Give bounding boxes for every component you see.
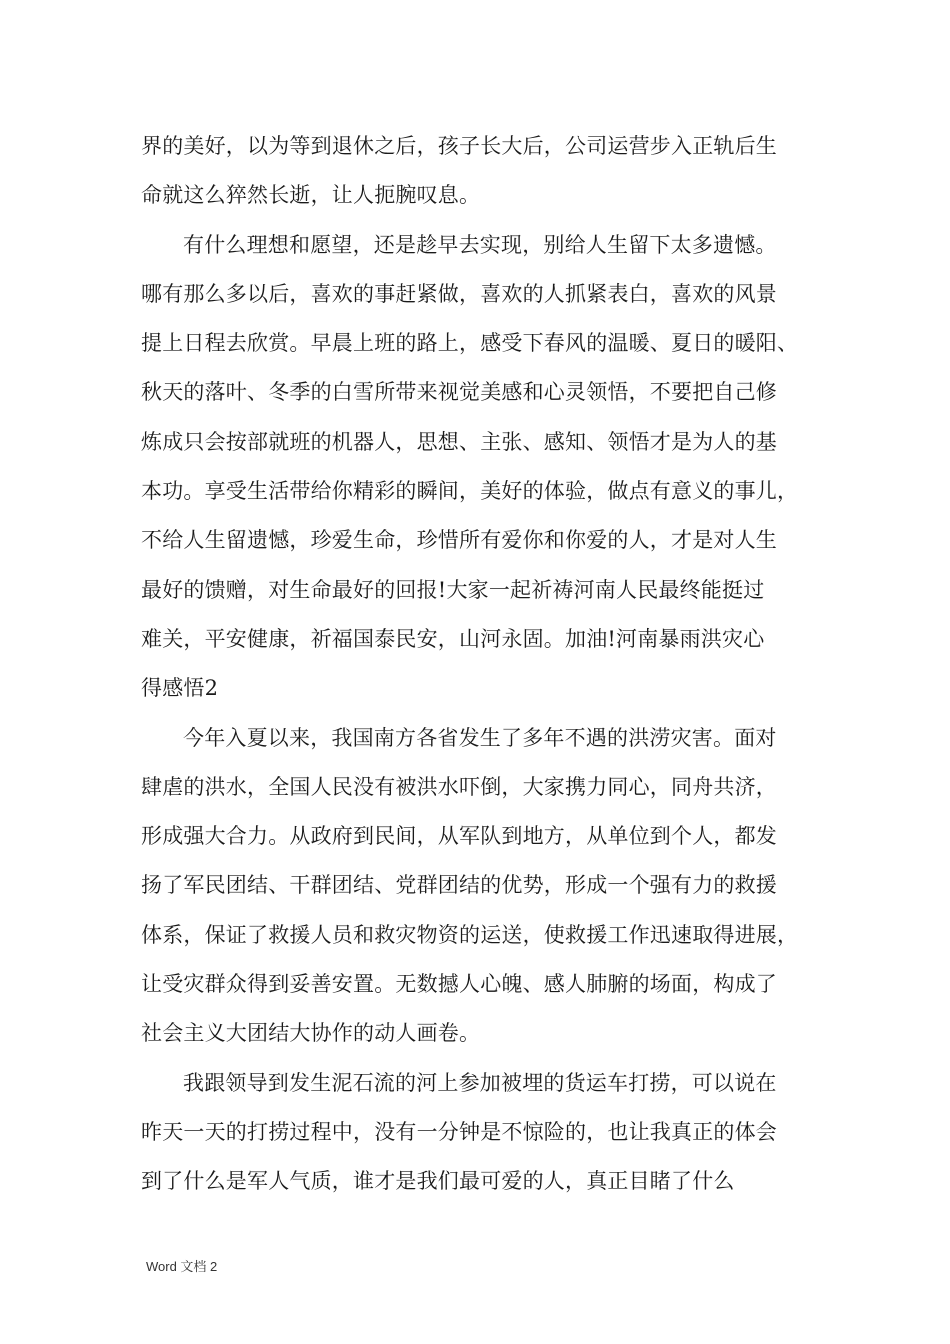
text-line: 社会主义大团结大协作的动人画卷。 [141, 1021, 481, 1046]
text-line: 我跟领导到发生泥石流的河上参加被埋的货运车打捞，可以说在 [183, 1070, 777, 1095]
text-line: 得感悟2 [141, 676, 219, 701]
text-line: 最好的馈赠，对生命最好的回报!大家一起祈祷河南人民最终能挺过 [141, 577, 765, 602]
text-line: 命就这么猝然长逝，让人扼腕叹息。 [141, 183, 481, 208]
text-line: 今年入夏以来，我国南方各省发生了多年不遇的洪涝灾害。面对 [183, 725, 777, 750]
text-line: 到了什么是军人气质，谁才是我们最可爱的人，真正目睹了什么 [141, 1169, 735, 1194]
text-line: 有什么理想和愿望，还是趁早去实现，别给人生留下太多遗憾。 [183, 232, 777, 257]
text-line: 炼成只会按部就班的机器人，思想、主张、感知、领悟才是为人的基 [141, 429, 777, 454]
text-line: 提上日程去欣赏。早晨上班的路上，感受下春风的温暖、夏日的暖阳、 [141, 331, 799, 356]
document-body [141, 122, 831, 1207]
text-line: 本功。享受生活带给你精彩的瞬间，美好的体验，做点有意义的事儿， [141, 479, 799, 504]
text-line: 让受灾群众得到妥善安置。无数撼人心魄、感人肺腑的场面，构成了 [141, 972, 777, 997]
text-line: 扬了军民团结、干群团结、党群团结的优势，形成一个强有力的救援 [141, 873, 777, 898]
text-line: 形成强大合力。从政府到民间，从军队到地方，从单位到个人，都发 [141, 824, 777, 849]
text-line: 哪有那么多以后，喜欢的事赶紧做，喜欢的人抓紧表白，喜欢的风景 [141, 281, 777, 306]
text-line: 昨天一天的打捞过程中，没有一分钟是不惊险的，也让我真正的体会 [141, 1119, 777, 1144]
text-line: 秋天的落叶、冬季的白雪所带来视觉美感和心灵领悟，不要把自己修 [141, 380, 777, 405]
page-footer: Word 文档 2 [146, 1259, 218, 1274]
text-line: 肆虐的洪水，全国人民没有被洪水吓倒，大家携力同心，同舟共济， [141, 774, 777, 799]
text-line: 不给人生留遗憾，珍爱生命，珍惜所有爱你和你爱的人，才是对人生 [141, 528, 777, 553]
text-line: 界的美好，以为等到退休之后，孩子长大后，公司运营步入正轨后生 [141, 134, 777, 158]
text-line: 难关，平安健康，祈福国泰民安，山河永固。加油!河南暴雨洪灾心 [141, 626, 765, 651]
text-line: 体系，保证了救援人员和救灾物资的运送，使救援工作迅速取得进展， [141, 922, 799, 947]
